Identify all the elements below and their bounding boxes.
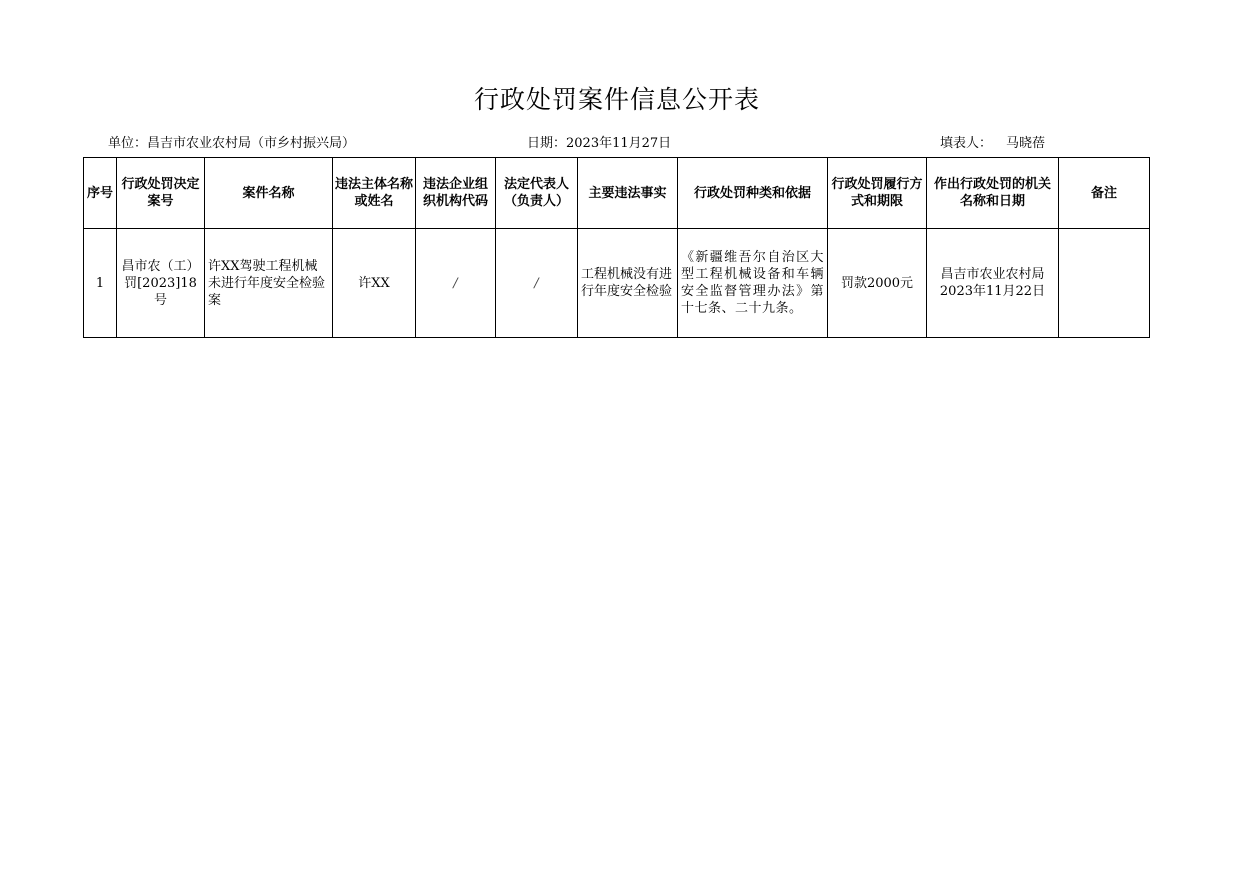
cell-case-name: 许XX驾驶工程机械未进行年度安全检验案 <box>205 229 333 338</box>
unit-value: 昌吉市农业农村局（市乡村振兴局） <box>147 136 356 151</box>
filler-label: 填表人： <box>940 136 993 151</box>
header-case-no: 行政处罚决定案号 <box>117 158 205 229</box>
header-remark: 备注 <box>1059 158 1150 229</box>
cell-index: 1 <box>84 229 117 338</box>
cell-subject: 许XX <box>333 229 416 338</box>
table-header-row <box>84 158 1150 229</box>
header-authority: 作出行政处罚的机关名称和日期 <box>927 158 1059 229</box>
unit-info <box>108 132 355 151</box>
cell-execution: 罚款2000元 <box>828 229 927 338</box>
header-case-name: 案件名称 <box>205 158 333 229</box>
table-row <box>84 229 1150 338</box>
filler-info <box>940 132 1045 151</box>
cell-remark <box>1059 229 1150 338</box>
authority-date: 2023年11月22日 <box>939 284 1046 299</box>
date-label: 日期： <box>527 136 567 151</box>
header-execution: 行政处罚履行方式和期限 <box>828 158 927 229</box>
cell-basis: 《新疆维吾尔自治区大型工程机械设备和车辆安全监督管理办法》第十七条、二十九条。 <box>678 229 828 338</box>
filler-value: 马晓蓓 <box>1006 136 1046 151</box>
date-info <box>527 132 671 151</box>
header-facts: 主要违法事实 <box>578 158 678 229</box>
header-legal-rep: 法定代表人（负责人） <box>496 158 578 229</box>
cell-facts: 工程机械没有进行年度安全检验 <box>578 229 678 338</box>
page-title: 行政处罚案件信息公开表 <box>473 85 760 114</box>
cell-case-no: 昌市农（工）罚[2023]18号 <box>117 229 205 338</box>
header-org-code: 违法企业组织机构代码 <box>416 158 496 229</box>
cell-org-code: / <box>416 229 496 338</box>
date-value: 2023年11月27日 <box>566 136 672 151</box>
cell-legal-rep: / <box>496 229 578 338</box>
authority-name: 昌吉市农业农村局 <box>940 267 1045 282</box>
header-basis: 行政处罚种类和依据 <box>678 158 828 229</box>
unit-label: 单位： <box>108 136 148 151</box>
header-index: 序号 <box>84 158 117 229</box>
penalty-table <box>83 157 1150 338</box>
cell-authority <box>927 229 1059 338</box>
header-subject: 违法主体名称或姓名 <box>333 158 416 229</box>
